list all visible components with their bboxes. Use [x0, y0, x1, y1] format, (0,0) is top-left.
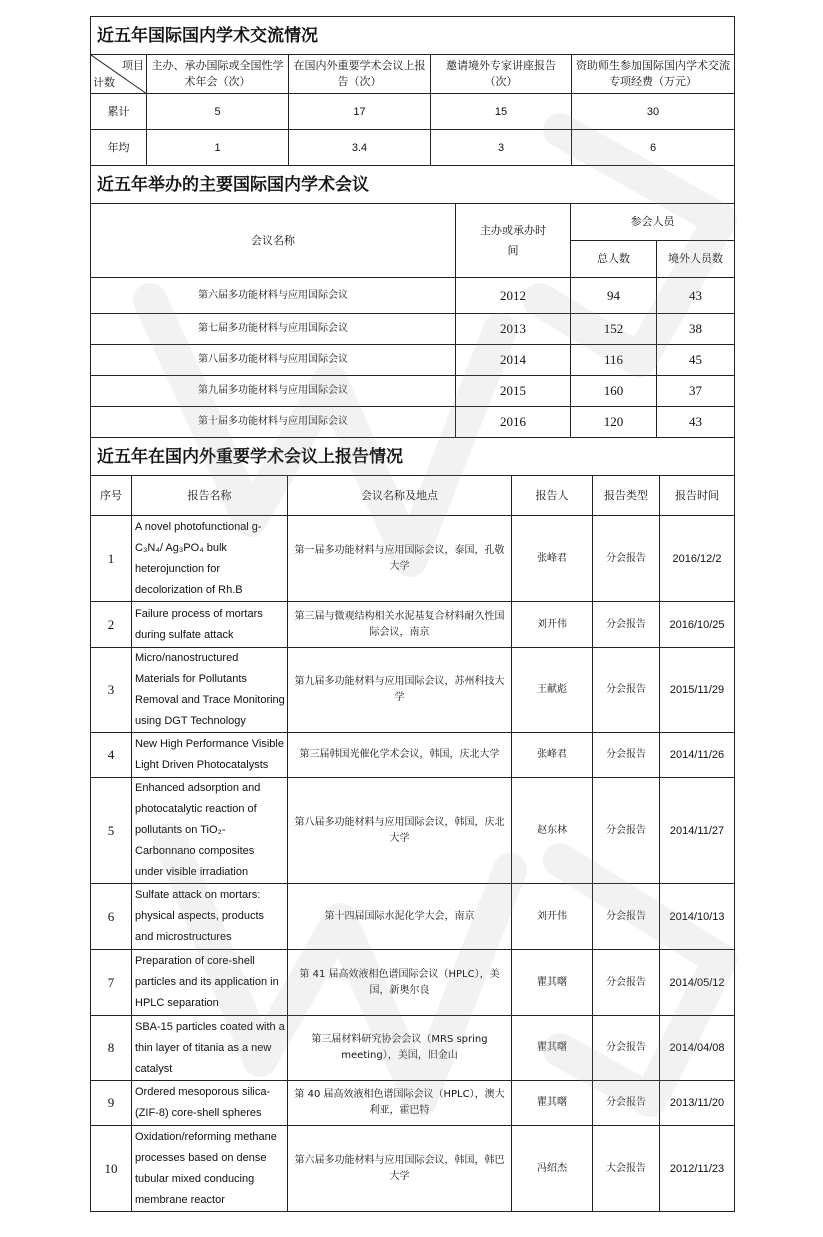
- header-cell: 序号: [91, 476, 132, 516]
- row-number: 1: [91, 516, 132, 602]
- meeting-place: 第 41 届高效液相色谱国际会议（HPLC），美国，新奥尔良: [288, 950, 512, 1016]
- value-cell: 6: [572, 130, 735, 166]
- header-host-time-label: 主办或承办时间: [480, 223, 546, 257]
- row-number: 8: [91, 1016, 132, 1081]
- table-row: [91, 950, 735, 1016]
- meeting-place: 第 40 届高效液相色谱国际会议（HPLC），澳大利亚，霍巴特: [288, 1081, 512, 1126]
- report-date: 2015/11/29: [660, 648, 735, 733]
- meeting-year: 2015: [456, 376, 571, 407]
- meeting-foreign: 43: [657, 407, 735, 438]
- table-row: [91, 1081, 735, 1126]
- report-type: 分会报告: [593, 884, 660, 950]
- header-cell: 在国内外重要学术会议上报告（次）: [289, 55, 431, 94]
- report-title: Enhanced adsorption and photocatalytic reaction of pollutants on TiO₂-Carbonnano composites under visible irradiation: [132, 778, 288, 884]
- speaker: 刘开伟: [512, 884, 593, 950]
- table-row: [91, 648, 735, 733]
- header-cell: 报告时间: [660, 476, 735, 516]
- value-cell: 30: [572, 94, 735, 130]
- table-row: [91, 94, 735, 130]
- speaker: 赵东林: [512, 778, 593, 884]
- meeting-name: 第九届多功能材料与应用国际会议: [91, 376, 456, 407]
- report-type: 分会报告: [593, 1016, 660, 1081]
- meeting-name: 第七届多功能材料与应用国际会议: [91, 314, 456, 345]
- header-meeting-name: 会议名称: [91, 204, 456, 278]
- header-cell: 邀请境外专家讲座报告（次）: [431, 55, 572, 94]
- row-number: 3: [91, 648, 132, 733]
- meeting-foreign: 45: [657, 345, 735, 376]
- row-label: 年均: [91, 130, 147, 166]
- report-title: Sulfate attack on mortars: physical aspects, products and microstructures: [132, 884, 288, 950]
- report-title: Failure process of mortars during sulfate attack: [132, 602, 288, 648]
- report-type: 分会报告: [593, 1081, 660, 1126]
- table-row: [91, 516, 735, 602]
- row-number: 2: [91, 602, 132, 648]
- value-cell: 15: [431, 94, 572, 130]
- report-table: [90, 437, 735, 1212]
- header-total: 总人数: [571, 241, 657, 278]
- corner-header: [91, 55, 147, 94]
- table-row: [91, 376, 735, 407]
- report-title: New High Performance Visible Light Driven Photocatalysts: [132, 733, 288, 778]
- meeting-place: 第三届与微观结构相关水泥基复合材料耐久性国际会议，南京: [288, 602, 512, 648]
- report-type: 分会报告: [593, 602, 660, 648]
- row-label: 累计: [91, 94, 147, 130]
- report-type: 分会报告: [593, 516, 660, 602]
- table-row: [91, 278, 735, 314]
- table-row: [91, 602, 735, 648]
- speaker: 瞿其曙: [512, 1081, 593, 1126]
- meeting-total: 152: [571, 314, 657, 345]
- meeting-name: 第十届多功能材料与应用国际会议: [91, 407, 456, 438]
- section2-title: 近五年举办的主要国际国内学术会议: [91, 166, 735, 204]
- value-cell: 3.4: [289, 130, 431, 166]
- report-date: 2014/10/13: [660, 884, 735, 950]
- speaker: 瞿其曙: [512, 950, 593, 1016]
- table-row: [91, 733, 735, 778]
- meeting-foreign: 43: [657, 278, 735, 314]
- speaker: 冯绍杰: [512, 1126, 593, 1212]
- row-number: 6: [91, 884, 132, 950]
- corner-top-label: 项目: [122, 59, 144, 72]
- report-date: 2012/11/23: [660, 1126, 735, 1212]
- meeting-foreign: 38: [657, 314, 735, 345]
- document-sheet: [90, 16, 734, 1212]
- meeting-total: 116: [571, 345, 657, 376]
- report-date: 2014/04/08: [660, 1016, 735, 1081]
- speaker: 张峰君: [512, 516, 593, 602]
- report-title: Ordered mesoporous silica-(ZIF-8) core-shell spheres: [132, 1081, 288, 1126]
- report-title: A novel photofunctional g-C₃N₄/ Ag₃PO₄ bulk heterojunction for decolorization of Rh.B: [132, 516, 288, 602]
- table-row: [91, 884, 735, 950]
- speaker: 刘开伟: [512, 602, 593, 648]
- meeting-place: 第三届韩国光催化学术会议，韩国，庆北大学: [288, 733, 512, 778]
- meeting-total: 120: [571, 407, 657, 438]
- row-number: 9: [91, 1081, 132, 1126]
- report-type: 分会报告: [593, 950, 660, 1016]
- value-cell: 17: [289, 94, 431, 130]
- report-title: Oxidation/reforming methane processes based on dense tubular mixed conducing membrane reactor: [132, 1126, 288, 1212]
- meeting-year: 2013: [456, 314, 571, 345]
- table-row: [91, 1016, 735, 1081]
- row-number: 7: [91, 950, 132, 1016]
- speaker: 张峰君: [512, 733, 593, 778]
- meeting-place: 第九届多功能材料与应用国际会议，苏州科技大学: [288, 648, 512, 733]
- value-cell: 5: [147, 94, 289, 130]
- header-participants: 参会人员: [571, 204, 735, 241]
- row-number: 10: [91, 1126, 132, 1212]
- speaker: 瞿其曙: [512, 1016, 593, 1081]
- meeting-total: 94: [571, 278, 657, 314]
- speaker: 王献彪: [512, 648, 593, 733]
- report-date: 2014/11/27: [660, 778, 735, 884]
- meeting-year: 2012: [456, 278, 571, 314]
- header-cell: 报告名称: [132, 476, 288, 516]
- header-cell: 资助师生参加国际国内学术交流专项经费（万元）: [572, 55, 735, 94]
- report-title: Preparation of core-shell particles and its application in HPLC separation: [132, 950, 288, 1016]
- header-host-time: [456, 204, 571, 278]
- header-cell: 报告类型: [593, 476, 660, 516]
- row-number: 4: [91, 733, 132, 778]
- report-title: SBA-15 particles coated with a thin layer of titania as a new catalyst: [132, 1016, 288, 1081]
- table-row: [91, 1126, 735, 1212]
- report-date: 2016/10/25: [660, 602, 735, 648]
- report-date: 2013/11/20: [660, 1081, 735, 1126]
- table-row: [91, 314, 735, 345]
- report-type: 分会报告: [593, 733, 660, 778]
- table-row: [91, 345, 735, 376]
- report-type: 大会报告: [593, 1126, 660, 1212]
- report-title: Micro/nanostructured Materials for Pollutants Removal and Trace Monitoring using DGT Technology: [132, 648, 288, 733]
- corner-bottom-label: 计数: [93, 76, 115, 89]
- meeting-place: 第三届材料研究协会会议（MRS spring meeting），美国，旧金山: [288, 1016, 512, 1081]
- meeting-name: 第六届多功能材料与应用国际会议: [91, 278, 456, 314]
- row-number: 5: [91, 778, 132, 884]
- report-date: 2016/12/2: [660, 516, 735, 602]
- table-row: [91, 407, 735, 438]
- meeting-place: 第一届多功能材料与应用国际会议，泰国，孔敬大学: [288, 516, 512, 602]
- conference-hosted-table: [90, 165, 735, 438]
- meeting-year: 2014: [456, 345, 571, 376]
- report-type: 分会报告: [593, 648, 660, 733]
- header-cell: 报告人: [512, 476, 593, 516]
- report-date: 2014/11/26: [660, 733, 735, 778]
- meeting-total: 160: [571, 376, 657, 407]
- section1-title: 近五年国际国内学术交流情况: [91, 17, 735, 55]
- report-type: 分会报告: [593, 778, 660, 884]
- header-cell: 主办、承办国际或全国性学术年会（次）: [147, 55, 289, 94]
- meeting-name: 第八届多功能材料与应用国际会议: [91, 345, 456, 376]
- meeting-year: 2016: [456, 407, 571, 438]
- meeting-place: 第十四届国际水泥化学大会，南京: [288, 884, 512, 950]
- meeting-place: 第六届多功能材料与应用国际会议，韩国，韩巴大学: [288, 1126, 512, 1212]
- exchange-summary-table: [90, 16, 735, 166]
- value-cell: 1: [147, 130, 289, 166]
- report-date: 2014/05/12: [660, 950, 735, 1016]
- header-cell: 会议名称及地点: [288, 476, 512, 516]
- table-row: [91, 778, 735, 884]
- table-row: [91, 130, 735, 166]
- value-cell: 3: [431, 130, 572, 166]
- meeting-place: 第八届多功能材料与应用国际会议，韩国，庆北大学: [288, 778, 512, 884]
- header-foreign: 境外人员数: [657, 241, 735, 278]
- section3-title: 近五年在国内外重要学术会议上报告情况: [91, 438, 735, 476]
- meeting-foreign: 37: [657, 376, 735, 407]
